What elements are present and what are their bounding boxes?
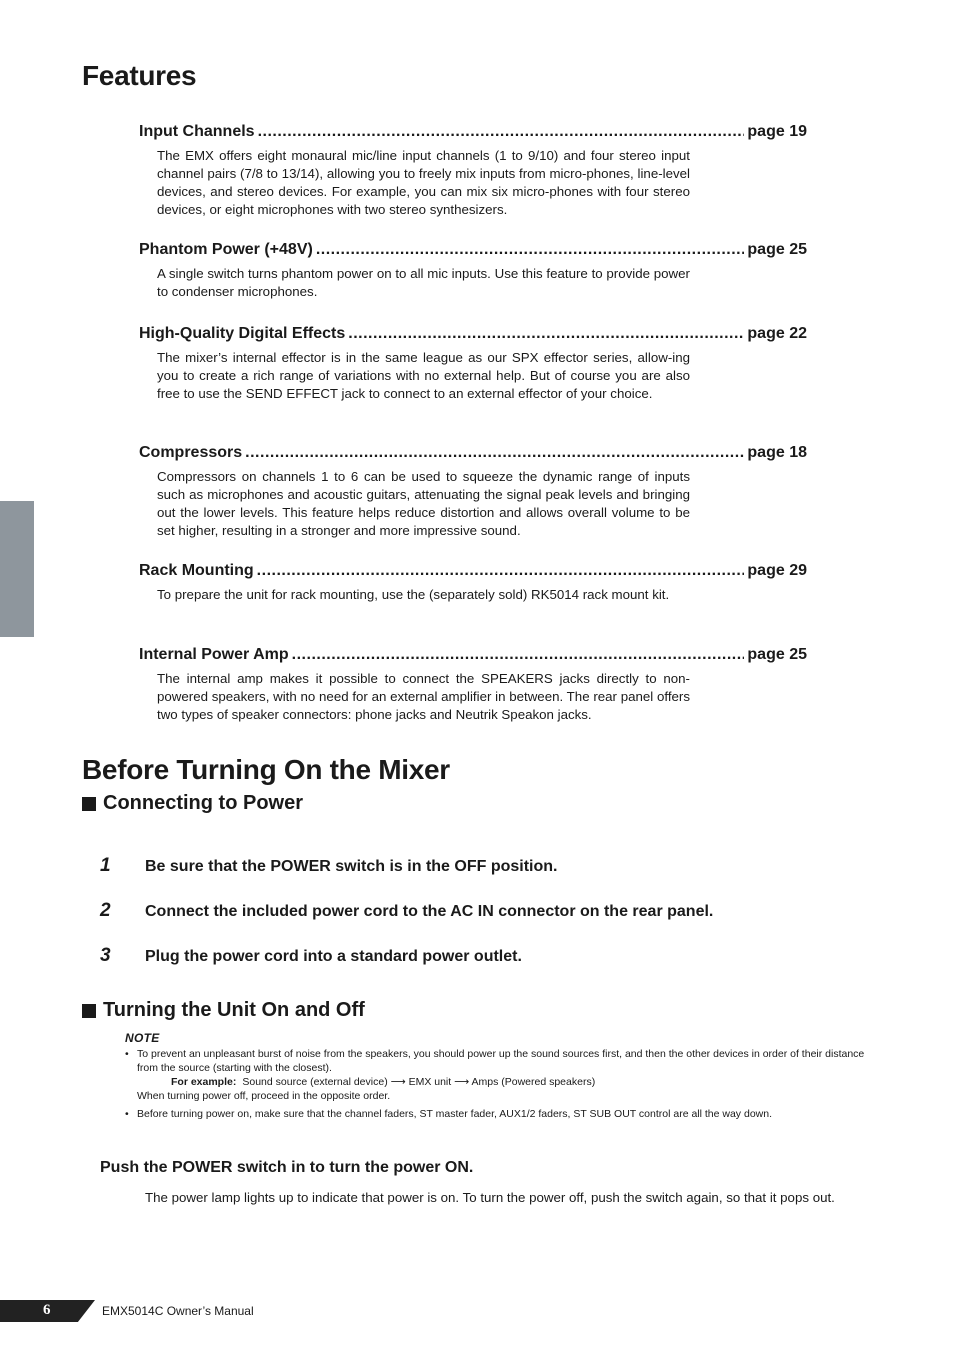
step-text: Plug the power cord into a standard power outlet. xyxy=(145,948,522,965)
bullet-icon: • xyxy=(125,1108,129,1120)
example-label: For example: xyxy=(171,1076,237,1088)
dot-leader xyxy=(245,444,744,462)
note-item xyxy=(125,1047,870,1103)
feature-page-ref: page 22 xyxy=(747,325,807,342)
feature-description: The internal amp makes it possible to connect the SPEAKERS jacks directly to non-powered speakers, with no need for an external amplifier in between. The rear panel offers two types of speaker connectors: phone jacks and Neutrik Speakon jacks. xyxy=(157,671,690,722)
note-item xyxy=(125,1107,870,1121)
feature-internal-power-amp xyxy=(139,646,807,724)
dot-leader xyxy=(292,646,745,664)
step-3 xyxy=(100,945,522,967)
feature-description: A single switch turns phantom power on to all mic inputs. Use this feature to provide power to condenser microphones. xyxy=(157,266,690,299)
step-text: Be sure that the POWER switch is in the OFF position. xyxy=(145,858,558,875)
manual-title: EMX5014C Owner’s Manual xyxy=(102,1304,254,1318)
feature-digital-effects xyxy=(139,325,807,403)
feature-name: Rack Mounting xyxy=(139,562,254,579)
feature-name: Input Channels xyxy=(139,123,255,140)
feature-phantom-power xyxy=(139,241,807,301)
step-number: 1 xyxy=(100,855,111,876)
feature-description: Compressors on channels 1 to 6 can be used to squeeze the dynamic range of inputs such as microphones and acoustic guitars, attenuating the signal peak levels and bringing out the lower levels. This feature helps reduce distortion and allows overall volume to be set higher, resulting in a stronger and more impressive sound. xyxy=(157,469,690,538)
dot-leader xyxy=(258,123,745,141)
section-title: Connecting to Power xyxy=(103,792,303,814)
feature-page-ref: page 29 xyxy=(747,562,807,579)
square-bullet-icon xyxy=(82,1004,96,1018)
step-1 xyxy=(100,855,557,877)
feature-page-ref: page 19 xyxy=(747,123,807,140)
step-2 xyxy=(100,900,713,922)
chapter-side-tab xyxy=(0,501,34,637)
step-number: 3 xyxy=(100,945,111,966)
feature-name: Compressors xyxy=(139,444,243,461)
feature-description: To prepare the unit for rack mounting, use the (separately sold) RK5014 rack mount kit. xyxy=(157,587,670,602)
dot-leader xyxy=(316,241,745,259)
feature-input-channels xyxy=(139,123,807,219)
example-line xyxy=(171,1075,870,1089)
note-text: To prevent an unpleasant burst of noise from the speakers, you should power up the sound sources first, and then the other devices in order of their distance from the source (starting with the closest). xyxy=(137,1048,865,1074)
feature-page-ref: page 18 xyxy=(747,444,807,461)
feature-name: High-Quality Digital Effects xyxy=(139,325,346,342)
bullet-icon: • xyxy=(125,1048,129,1060)
features-heading: Features xyxy=(82,60,197,91)
feature-compressors xyxy=(139,444,807,540)
feature-name: Internal Power Amp xyxy=(139,646,289,663)
feature-rack-mounting xyxy=(139,562,807,604)
feature-page-ref: page 25 xyxy=(747,646,807,663)
feature-description: The mixer’s internal effector is in the same league as our SPX effector series, allow-ing you to create a rich range of variations with no external help. But of course you are also free to use the SEND EFFECT jack to connect to an external effector of your choice. xyxy=(157,350,690,401)
note-text: Before turning power on, make sure that the channel faders, ST master fader, AUX1/2 faders, ST SUB OUT control are all the way down. xyxy=(137,1108,772,1120)
connecting-to-power-heading xyxy=(82,792,303,815)
square-bullet-icon xyxy=(82,797,96,811)
push-power-heading: Push the POWER switch in to turn the power ON. xyxy=(100,1159,474,1176)
step-number: 2 xyxy=(100,900,111,921)
feature-description: The EMX offers eight monaural mic/line input channels (1 to 9/10) and four stereo input channel pairs (7/8 to 13/14), allowing you to freely mix inputs from micro-phones, line-level devices, and stereo devices. For example, you can mix six micro-phones with four stereo devices, or eight microphones with two stereo synthesizers. xyxy=(157,148,690,217)
turning-unit-on-off-heading xyxy=(82,999,365,1022)
section-title: Turning the Unit On and Off xyxy=(103,999,365,1021)
push-power-description: The power lamp lights up to indicate that power is on. To turn the power off, push the switch again, so that it pops out. xyxy=(145,1190,835,1205)
note-text-tail: When turning power off, proceed in the opposite order. xyxy=(137,1090,391,1102)
page-number: 6 xyxy=(43,1302,51,1318)
dot-leader xyxy=(348,325,744,343)
example-text: Sound source (external device) ⟶ EMX unit ⟶ Amps (Powered speakers) xyxy=(242,1076,596,1088)
before-turning-on-heading: Before Turning On the Mixer xyxy=(82,754,450,785)
note-label: NOTE xyxy=(125,1031,160,1045)
dot-leader xyxy=(257,562,745,580)
feature-name: Phantom Power (+48V) xyxy=(139,241,313,258)
feature-page-ref: page 25 xyxy=(747,241,807,258)
note-box xyxy=(125,1031,870,1121)
step-text: Connect the included power cord to the AC IN connector on the rear panel. xyxy=(145,903,714,920)
